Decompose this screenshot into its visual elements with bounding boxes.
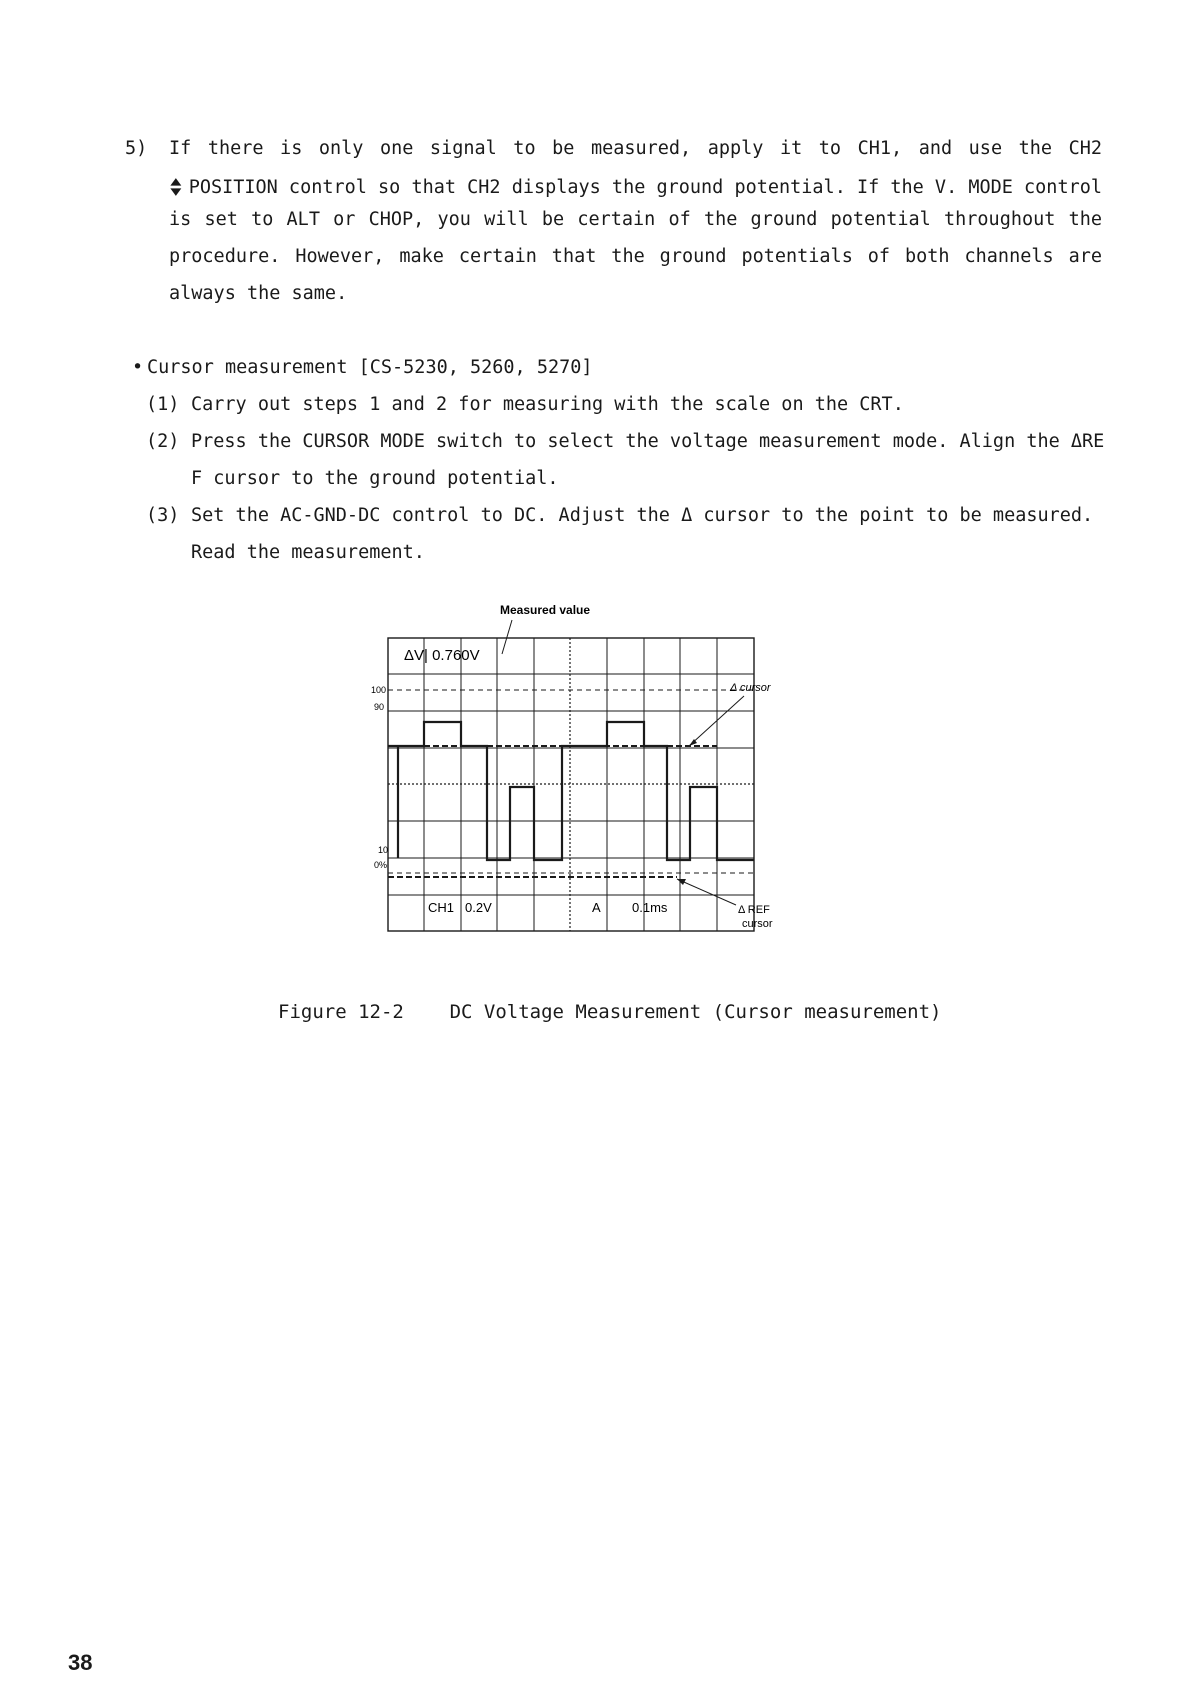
item-5-line-1: If there is only one signal to be measured, apply it to CH1, and use the CH2 bbox=[169, 138, 1102, 159]
step-1-line-1: Carry out steps 1 and 2 for measuring with the scale on the CRT. bbox=[191, 394, 904, 415]
ref-cursor-label-1: Δ REF bbox=[738, 904, 770, 916]
delta-v-readout: ΔV| 0.760V bbox=[404, 647, 480, 664]
step-3-line-2: Read the measurement. bbox=[191, 542, 425, 563]
cursor-section-heading: Cursor measurement [CS-5230, 5260, 5270] bbox=[147, 357, 593, 378]
graticule-grid bbox=[388, 638, 754, 931]
item-5-line-4: procedure. However, make certain that the ground potentials of both channels are bbox=[169, 246, 1102, 267]
page-number: 38 bbox=[68, 1650, 93, 1675]
graticule-border bbox=[388, 638, 754, 931]
step-2-line-1: Press the CURSOR MODE switch to select the voltage measurement mode. Align the ΔRE bbox=[191, 431, 1105, 452]
item-5-number: 5) bbox=[125, 138, 148, 159]
up-down-arrow-icon bbox=[169, 172, 183, 202]
step-2-number: (2) bbox=[146, 431, 180, 452]
channel-label: CH1 bbox=[428, 900, 455, 915]
bullet-dot: • bbox=[132, 357, 144, 378]
scale-10-label: 10 bbox=[378, 845, 389, 855]
crt-screen-diagram bbox=[352, 598, 822, 948]
figure-caption: Figure 12-2 DC Voltage Measurement (Cursor measurement) bbox=[278, 1001, 942, 1023]
step-3-line-1: Set the AC-GND-DC control to DC. Adjust the Δ cursor to the point to be measured. bbox=[191, 505, 1094, 526]
scale-90-label: 90 bbox=[374, 702, 385, 712]
measured-value-label: Measured value bbox=[500, 603, 591, 617]
step-1-number: (1) bbox=[146, 394, 180, 415]
item-5-line-5: always the same. bbox=[169, 283, 348, 304]
scale-0-label: 0% bbox=[374, 860, 388, 870]
item-5-line-3: is set to ALT or CHOP, you will be certain of the ground potential throughout the bbox=[169, 209, 1102, 230]
oscilloscope-figure bbox=[352, 598, 822, 948]
ref-cursor-label-2: cursor bbox=[742, 918, 773, 930]
step-2-line-2: F cursor to the ground potential. bbox=[191, 468, 559, 489]
timebase-label: A bbox=[592, 900, 601, 915]
item-5-line-2: POSITION control so that CH2 displays the ground potential. If the V. MODE control bbox=[169, 172, 1102, 202]
delta-cursor-label: Δ cursor bbox=[730, 682, 771, 694]
channel-volts-per-div: 0.2V bbox=[465, 900, 492, 915]
signal-waveform bbox=[388, 722, 754, 860]
timebase-value: 0.1ms bbox=[632, 900, 668, 915]
step-3-number: (3) bbox=[146, 505, 180, 526]
scale-100-label: 100 bbox=[371, 685, 387, 695]
